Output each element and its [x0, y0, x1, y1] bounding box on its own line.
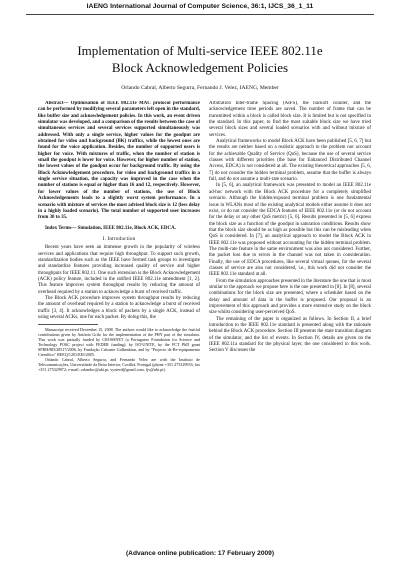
- right-column: [209, 101, 371, 535]
- body-paragraph-1: Arbitration Inter-frame Spacing (AIFS), the backoff counter, and the acknowledgement time periods are saved. The number of frame that can be transmitted within a block is called block size. It is limited but is not specified in the standard. In this paper, to find the most suitable block size we have tried several block sizes and several loaded scenarios with and without mixture of services.: [209, 101, 371, 138]
- paper-title: [30, 42, 370, 76]
- footnote: [38, 327, 200, 372]
- header-divider: [26, 14, 374, 15]
- intro-paragraph-2: The Block ACK procedure improves system throughput results by reducing the amount of overhead required by a station to acknowledge a burst of received traffic [3, 4]. It acknowledges a block of packets by a single ACK, instead of using several ACKs, one for each packet. By doing this, the: [38, 295, 200, 320]
- body-paragraph-4: From the simulation approaches presented in the literature the one that is most similar to the approach we propose here is the one presented in [8]. In [8], several combinations for the block size are presented, where a scheduler based on the delay and amount of data in the buffer is proposed. Our proposal is an improvement of this approach and provides a more extensive study on the block size whilst considering user-perceived QoS.: [209, 278, 371, 316]
- intro-paragraph-1: Recent years have seen an immense growth in the popularity of wireless services and applications that require high throughput. To support such growth, standardization bodies such as the IEEE have formed task groups to investigate and standardize features providing increased quality of service and higher throughputs for IEEE 802.11. One such extension is the Block Acknowledgement (ACK) policy feature, included in the ratified IEEE 802.11e amendment [1, 2]. This feature improves system throughput results by reducing the amount of overhead required by a station to acknowledge a burst of received traffic.: [38, 245, 200, 295]
- footnote-paragraph-1: Manuscript received December 15, 2008. The authors would like to acknowledge the fruitful contributions given by António Grilo for the implementation of the PHY part of the simulator. This work was partially funded by CROSSNET (a Portuguese Foundation for Science and Technology POSC project with FEDER funding), by IST-UNITE, by the FCT PhD grant SFRH/BD/28517/2006, by Fundação Calouste Gulbenkian, and by "Projecto de Re-equipamento Científico" REEQ/1201/EEI/2005.: [38, 327, 200, 358]
- index-terms-text: Index Terms— Simulation, IEEE 802.11e, Block ACK, EDCA.: [45, 225, 176, 231]
- advance-publication-note: (Advance online publication: 17 February 2009): [125, 550, 275, 557]
- body-paragraph-5: The remaining of the paper is organized as follows. In Section II, a brief introduction to the IEEE 802.11e standard is presented along with the rationale behind the Block ACK procedure. Section III presents the state transition diagram of the simulator, and the list of events. In Section IV, details are given on the IEEE 802.11a standard for the physical layer, the one considered in this work. Section V discusses the: [209, 316, 371, 354]
- body-paragraph-3: In [5, 6], an analytical framework was presented to model an IEEE 802.11e ad-hoc network with the Block ACK procedure for a completely simplified scenario. Although the hidden/exposed terminal problem is one fundamental issue in WLANs most of the existing analytical models either assume it does not exist, or do not consider the EDCA features of IEEE 802.11e (or do not account for the delay or any other QoS metric) [5, 6]. Results presented in [5, 6] express the block size as a function of the goodput in saturation conditions. Results show that the block size should be as high as possible but this can be misleading when QoS is considered. In [7], an analytical approach to model the Block ACK in IEEE 802.11e was proposed without accounting for the hidden terminal problem. The multi-rate feature in the same environment was also not considered. Further, the packet loss due to errors in the channel was not taken in consideration. Finally, the use of EDCA procedures, like several virtual queues, for the several classes of service are also not considered, i.e., this work did not consider the IEEE 802.11e standard at all.: [209, 183, 371, 278]
- journal-header: IAENG International Journal of Computer Science, 36:1, IJCS_36_1_11: [86, 3, 314, 10]
- footnote-paragraph-2: Orlando Cabral, Alberto Segurra, and Fernando Velez are with the Instituto de Telecomunicações, Universidade da Beira Interior, Covilhã, Portugal (phone +351 275329933; fax +351 275329972; e-mail: orlandoc@ubi.pt, vyzierd@gmail.com, fjv@ubi.pt).: [38, 357, 200, 373]
- title-line-2: Block Acknowledgement Policies: [111, 60, 289, 75]
- footnote-divider: [38, 324, 98, 325]
- abstract: [38, 101, 200, 222]
- section-heading-introduction: I. Introduction: [102, 235, 136, 242]
- abstract-text: Abstract— Optimisation of IEEE 802.11e MAC protocol performance can be performed by modifying several parameters left open in the standard, like buffer size and acknowledgement policies. In this work, an event driven simulator was developed, and a comparison of the results between the case of simultaneous services and several services supported simultaneously was addressed. With only a single service, higher values for the goodput are obtained for video and background (BK) traffics, while the lowest ones are found for the voice application. Besides, the number of supported users is higher for voice. With mixtures of traffic, when the number of station is small the goodput is lower for voice. However, for higher number of station, the lowest values of the goodput occur for background traffic. By using the Block Acknowledgement procedure, for video and background traffics in a single service situation, the capacity was improved in the case when the number of stations is equal or higher than 16 and 12, respectively. However, for lower values of the number of stations, the use of Block Acknowledgements leads to a slightly worst system performance. In a scenario with mixture of services the most advised block size is 12 (less delay in a highly loaded scenario). The total number of supported user increases from 30 to 35.: [38, 101, 200, 221]
- index-terms: [38, 226, 200, 232]
- body-paragraph-2: Analytical frameworks to model Block ACK have been published [5, 6, 7] but the results are neither based on a realistic approach to the problem nor account for the achievable Quality of Service (QoS), because the use of several service classes with different priorities (the base for Enhanced Distributed Channel Access, EDCA) is not considered at all. The existing theoretical approaches [5, 6, 7] do not consider the hidden terminal problem, assume that the buffer is always full, and do not assume a multi-rate scenario.: [209, 139, 371, 183]
- left-column: [38, 101, 200, 535]
- author-list: Orlando Cabral, Alberto Segurra, Fernando J. Velez, IAENG, Member: [121, 85, 279, 91]
- introduction-body: [38, 245, 200, 321]
- title-line-1: Implementation of Multi-service IEEE 802.11e: [77, 43, 323, 58]
